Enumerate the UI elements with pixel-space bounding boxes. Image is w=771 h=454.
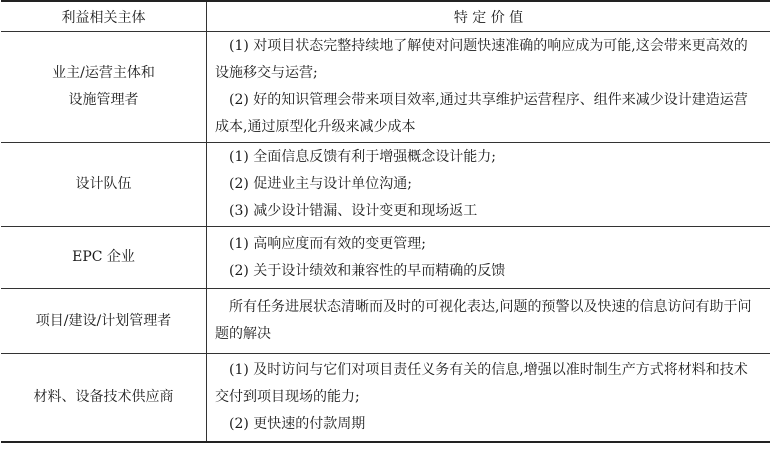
stakeholder-cell	[1, 354, 207, 442]
value-item: (2) 促进业主与设计单位沟通;	[229, 176, 412, 192]
table-row	[1, 227, 770, 289]
value-item: (1) 对项目状态完整持续地了解使对问题快速准确的响应成为可能,这会带来更高效的设施移交与运营;	[215, 38, 748, 81]
stakeholder-cell	[1, 227, 207, 289]
stakeholder-cell	[1, 32, 207, 143]
value-cell	[207, 227, 771, 289]
stakeholder-label: 业主/运营主体和	[52, 65, 155, 81]
value-item: (3) 减少设计错漏、设计变更和现场返工	[229, 203, 478, 219]
stakeholder-label: 材料、设备技术供应商	[33, 388, 174, 405]
value-item: (1) 高响应度而有效的变更管理;	[229, 235, 426, 252]
value-cell	[207, 32, 771, 143]
value-item: (2) 更快速的付款周期	[229, 415, 366, 432]
value-item: (1) 全面信息反馈有利于增强概念设计能力;	[229, 149, 496, 165]
stakeholder-label: 设计队伍	[75, 176, 132, 192]
table-row	[1, 143, 770, 227]
table-row	[1, 354, 770, 442]
value-cell	[207, 354, 771, 442]
value-item: (1) 及时访问与它们对项目责任义务有关的信息,增强以准时制生产方式将材料和技术交付到项目现场的能力;	[215, 361, 748, 405]
stakeholder-value-table	[1, 0, 770, 443]
stakeholder-cell	[1, 143, 207, 227]
table-header-row	[1, 1, 770, 32]
stakeholder-label: 项目/建设/计划管理者	[35, 312, 172, 329]
stakeholder-label: 设施管理者	[68, 92, 139, 108]
header-stakeholder: 利益相关主体	[1, 1, 207, 32]
table-row	[1, 32, 770, 143]
table-row	[1, 289, 770, 354]
value-cell	[207, 289, 771, 354]
value-item: 所有任务进展状态清晰而及时的可视化表达,问题的预警以及快速的信息访问有助于问题的解决	[215, 299, 752, 342]
value-item: (2) 好的知识管理会带来项目效率,通过共享维护运营程序、组件来减少设计建造运营成本,通过原型化升级来减少成本	[215, 92, 748, 135]
stakeholder-cell	[1, 289, 207, 354]
value-cell	[207, 143, 771, 227]
value-item: (2) 关于设计绩效和兼容性的早而精确的反馈	[229, 262, 506, 279]
stakeholder-label: EPC 企业	[72, 249, 135, 265]
header-value: 特 定 价 值	[207, 1, 771, 32]
